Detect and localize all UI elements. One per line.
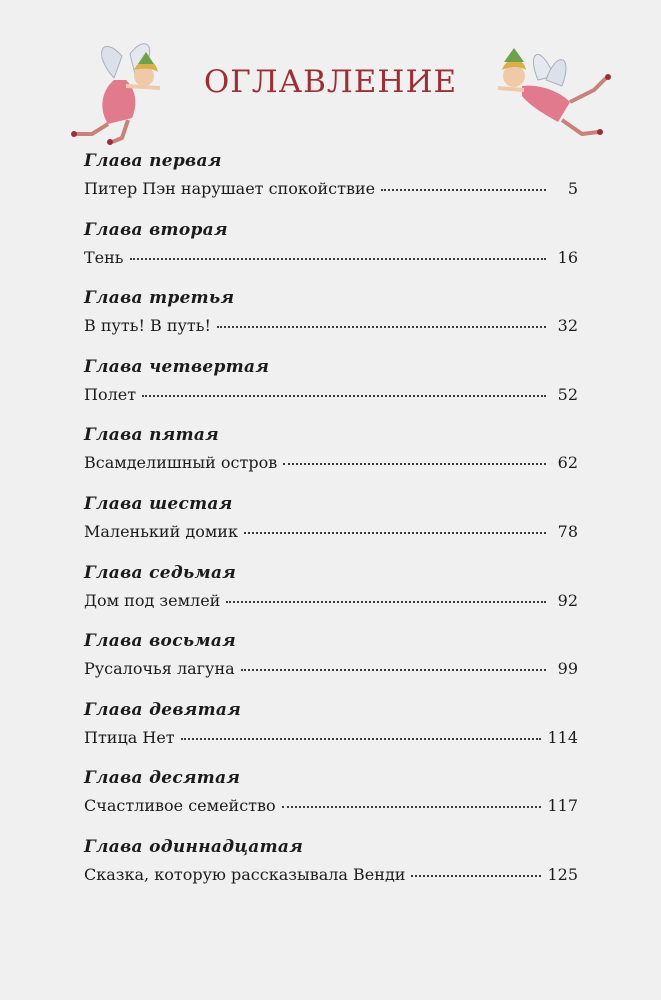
chapter-label: Глава пятая: [84, 425, 220, 446]
chapter-title: Полет: [84, 384, 137, 404]
chapter-title: Маленький домик: [84, 521, 238, 541]
dot-leader: [130, 257, 546, 260]
chapter-label: Глава шестая: [84, 493, 233, 514]
chapter-title: В путь! В путь!: [84, 316, 211, 336]
dot-leader: [226, 600, 546, 603]
chapter-label: Глава первая: [84, 151, 222, 171]
dot-leader: [181, 737, 542, 740]
toc-entry[interactable]: [84, 699, 578, 768]
page-number: 78: [557, 521, 578, 541]
chapter-title: Всамделишный остров: [84, 453, 278, 473]
chapter-title: Дом под землей: [84, 590, 221, 610]
toc-entry[interactable]: [84, 767, 578, 836]
toc-entry[interactable]: [84, 219, 578, 288]
toc-entry[interactable]: [84, 493, 578, 562]
dot-leader: [217, 325, 546, 328]
toc-entry[interactable]: [84, 562, 578, 631]
dot-leader: [283, 462, 546, 465]
chapter-label: Глава десятая: [84, 768, 241, 789]
page-number: 62: [557, 453, 578, 473]
dot-leader: [381, 188, 546, 191]
dot-leader: [244, 531, 546, 534]
chapter-title: Тень: [84, 247, 124, 267]
chapter-label: Глава седьмая: [84, 562, 237, 583]
fairy-right-illustration: [478, 40, 618, 152]
table-of-contents: [84, 150, 578, 905]
page-number: 52: [557, 384, 578, 404]
page-number: 117: [547, 796, 578, 816]
chapter-label: Глава вторая: [84, 219, 228, 240]
chapter-label: Глава третья: [84, 288, 235, 309]
page-number: 16: [557, 247, 578, 267]
chapter-label: Глава восьмая: [84, 631, 236, 652]
page-number: 92: [557, 590, 578, 610]
dot-leader: [241, 668, 546, 671]
chapter-label: Глава четвертая: [84, 356, 270, 377]
chapter-title: Птица Нет: [84, 727, 175, 747]
dot-leader: [282, 805, 542, 808]
toc-entry[interactable]: [84, 630, 578, 699]
chapter-label: Глава одиннадцатая: [84, 836, 304, 857]
toc-entry[interactable]: [84, 150, 578, 219]
dot-leader: [142, 394, 546, 397]
chapter-title: Сказка, которую рассказывала Венди: [84, 864, 406, 884]
toc-entry[interactable]: [84, 424, 578, 493]
page-title: ОГЛАВЛЕНИЕ: [203, 64, 458, 100]
chapter-title: Питер Пэн нарушает спокойствие: [84, 179, 376, 198]
page-number: 32: [557, 316, 578, 336]
page-number: 5: [567, 179, 578, 198]
page-number: 114: [547, 727, 578, 747]
toc-entry[interactable]: [84, 356, 578, 425]
toc-entry[interactable]: [84, 836, 578, 905]
page-number: 125: [547, 864, 578, 884]
page-number: 99: [557, 659, 578, 679]
chapter-title: Счастливое семейство: [84, 796, 276, 816]
chapter-title: Русалочья лагуна: [84, 659, 235, 679]
dot-leader: [411, 874, 541, 877]
chapter-label: Глава девятая: [84, 699, 242, 720]
toc-entry[interactable]: [84, 287, 578, 356]
